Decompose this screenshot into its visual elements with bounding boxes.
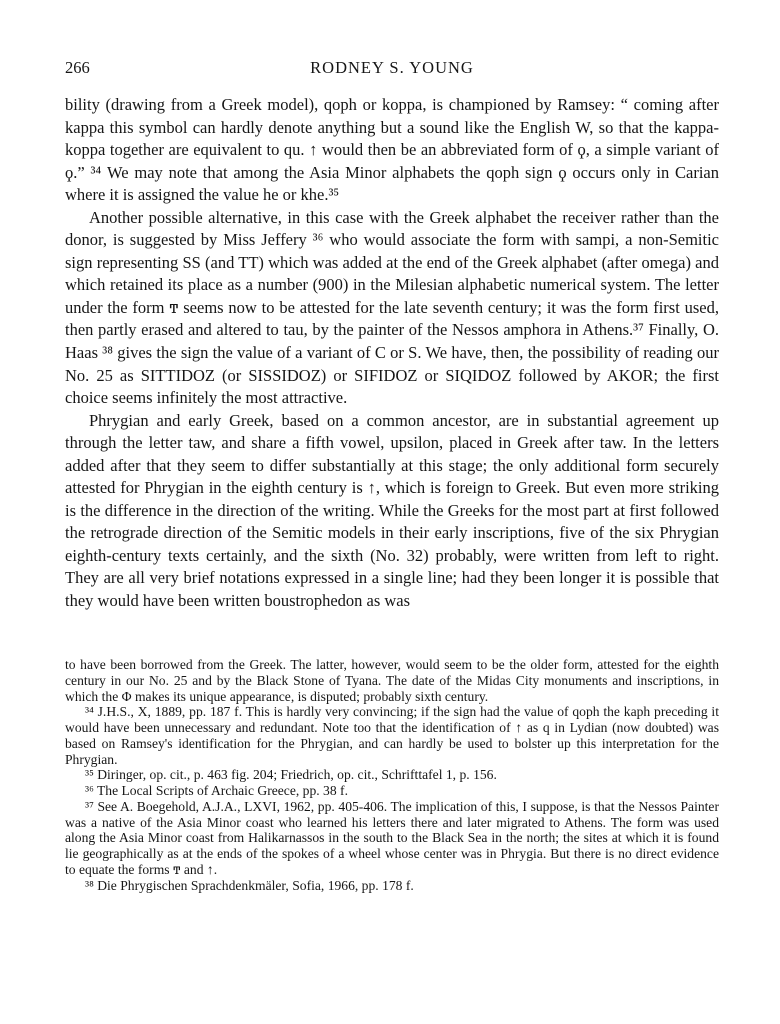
footnote-continuation: to have been borrowed from the Greek. The latter, however, would seem to be the older form, attested for the eighth century in our No. 25 and by the Black Stone of Tyana. The date of the Midas City monuments and inscriptions, in which the Φ makes its unique appearance, is disputed; probably sixth century.: [65, 657, 719, 704]
body-paragraph: bility (drawing from a Greek model), qoph or koppa, is championed by Ramsey: “ coming after kappa this symbol can hardly denote anything but a sound like the English W, so that the kappa-koppa together are equivalent to qu. ↑ would then be an abbreviated form of ϙ, a simple variant of ϙ.” ³⁴ We may note that among the Asia Minor alphabets the qoph sign ϙ occurs only in Carian where it is assigned the value he or khe.³⁵: [65, 95, 719, 205]
body-text: [65, 94, 719, 613]
footnote-34: ³⁴ J.H.S., X, 1889, pp. 187 f. This is hardly very convincing; if the sign had the value of qoph the kaph preceding it would have been unnecessary and redundant. Note too that the identification of ↑ as q in Lydian (now doubted) was based on Ramsey's identification for the Phrygian, and can hardly be used to bolster up this interpretation for the Phrygian.: [65, 704, 719, 767]
body-paragraph: Phrygian and early Greek, based on a common ancestor, are in substantial agreement up through the letter taw, and share a fifth vowel, upsilon, placed in Greek after taw. In the letters added after that they seem to differ substantially at this stage; the only additional form securely attested for Phrygian in the eighth century is ↑, which is foreign to Greek. But even more striking is the difference in the direction of the writing. While the Greeks for the most part at first followed the retrograde direction of the Semitic models in their early inscriptions, five of the six Phrygian eighth-century texts certainly, and the sixth (No. 32) probably, were written from left to right. They are all very brief notations expressed in a single line; had they been longer it is possible that they would have been written boustrophedon as was: [65, 410, 719, 611]
footnote-38: ³⁸ Die Phrygischen Sprachdenkmäler, Sofia, 1966, pp. 178 f.: [85, 877, 414, 893]
running-title: RODNEY S. YOUNG: [310, 58, 474, 77]
footnote-36: ³⁶ The Local Scripts of Archaic Greece, pp. 38 f.: [85, 783, 348, 798]
footnotes: [65, 657, 719, 893]
page-header: [65, 58, 719, 82]
page-number: 266: [65, 58, 90, 77]
footnote-35: ³⁵ Diringer, op. cit., p. 463 fig. 204; Friedrich, op. cit., Schrifttafel 1, p. 156.: [85, 767, 497, 783]
footnote-37: ³⁷ See A. Boegehold, A.J.A., LXVI, 1962, pp. 405-406. The implication of this, I suppose, is that the Nessos Painter was a native of the Asia Minor coast who learned his letters there and later migrated to Athens. The form was used along the Asia Minor coast from Halikarnassos in the south to the Black Sea in the north; the sites at which it is found lie geographically as at the ends of the spokes of a wheel whose center was in Phrygia. But there is no direct evidence to equate the forms ͳ and ↑.: [65, 798, 719, 877]
body-paragraph: Another possible alternative, in this case with the Greek alphabet the receiver rather than the donor, is suggested by Miss Jeffery ³⁶ who would associate the form with sampi, a non-Semitic sign representing SS (and TT) which was added at the end of the Greek alphabet (after omega) and which retained its place as a number (900) in the Milesian alphabetic numerical system. The letter under the form ͳ seems now to be attested for the late seventh century; it was the form first used, then partly erased and altered to tau, by the painter of the Nessos amphora in Athens.³⁷ Finally, O. Haas ³⁸ gives the sign the value of a variant of C or S. We have, then, the possibility of reading our No. 25 as SITTIDOZ (or SISSIDOZ) or SIFIDOZ or SIQIDOZ followed by AKOR; the first choice seems infinitely the most attractive.: [65, 207, 719, 408]
